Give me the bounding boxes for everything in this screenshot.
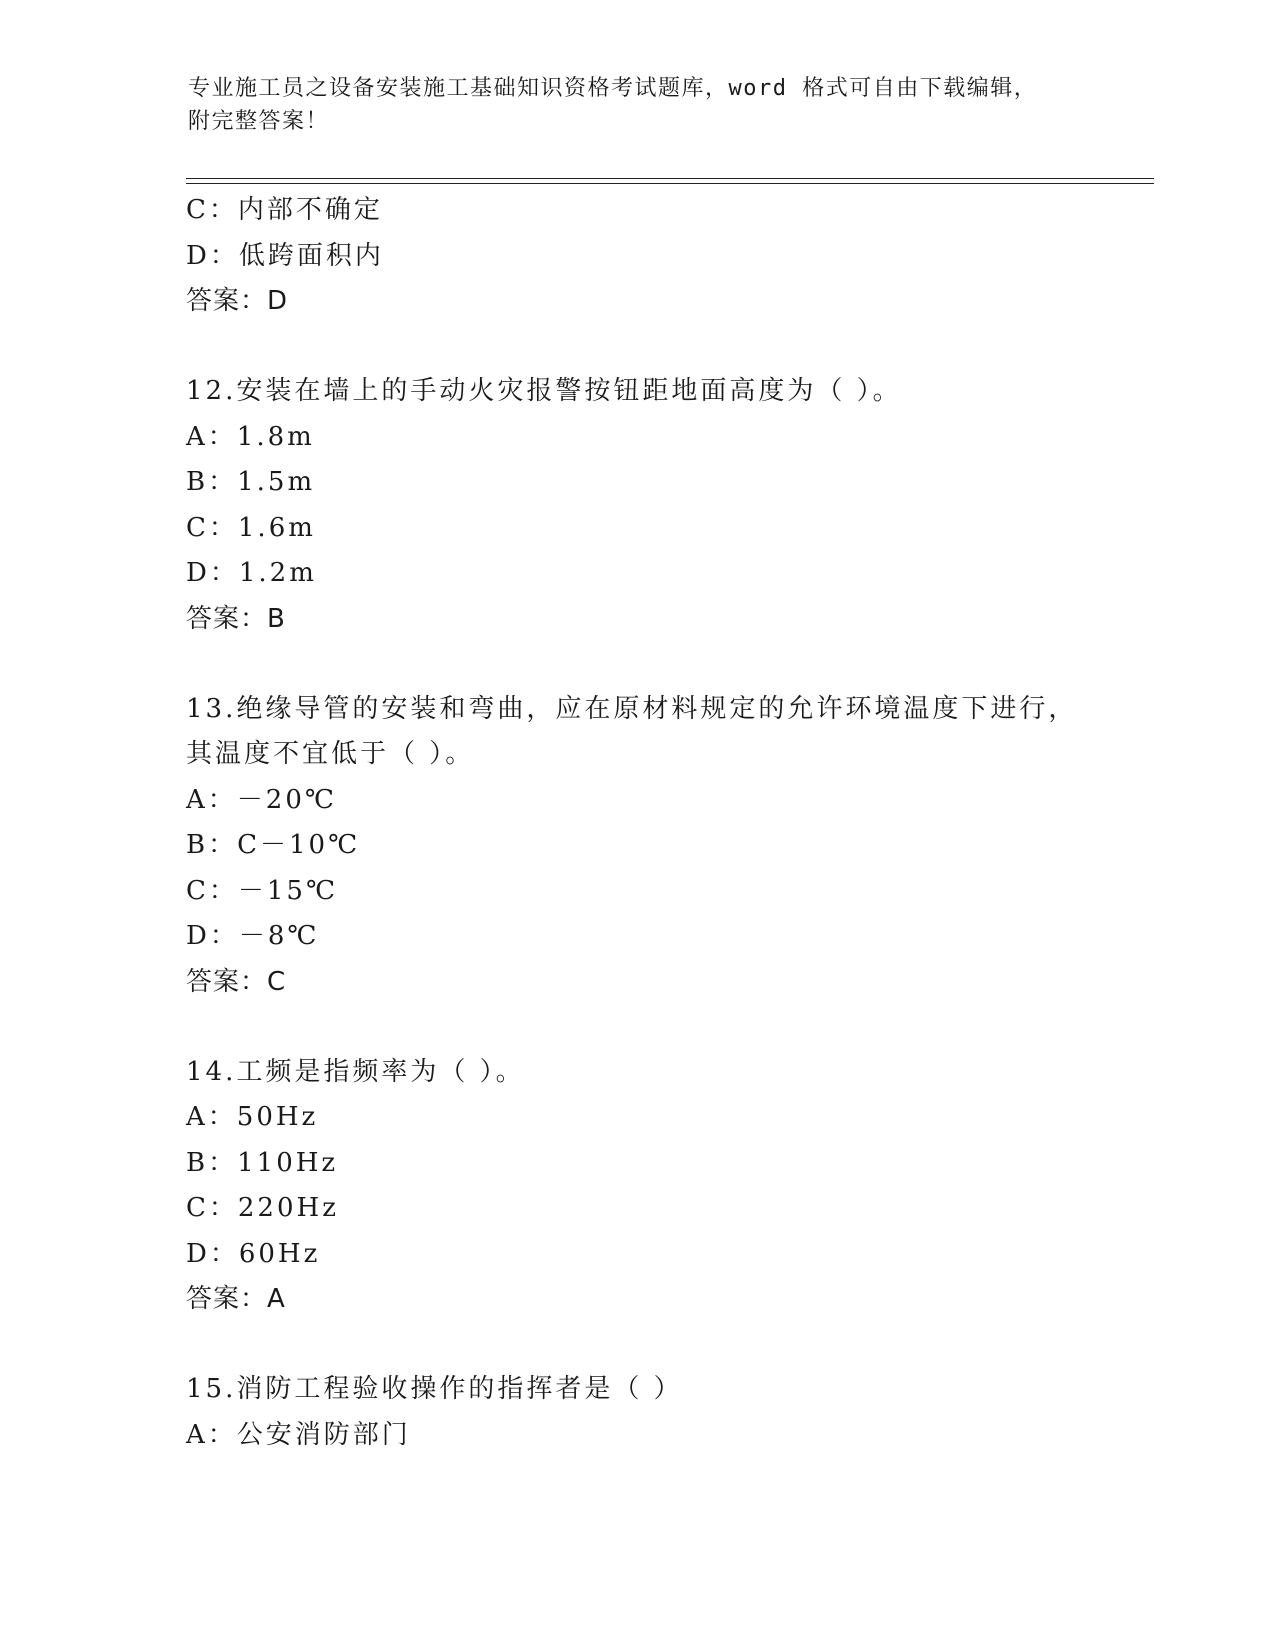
header-divider-top bbox=[186, 178, 1154, 179]
option-c: C：1.6m bbox=[186, 512, 316, 543]
option-d: D：1.2m bbox=[186, 558, 317, 588]
spacer bbox=[186, 642, 1086, 687]
spacer bbox=[186, 1322, 1086, 1367]
option-b: B：1.5m bbox=[186, 467, 316, 497]
answer: 答案：A bbox=[186, 1284, 286, 1314]
option-b: B：110Hz bbox=[186, 1147, 339, 1178]
question-15 bbox=[186, 1367, 1086, 1458]
document-header bbox=[188, 72, 1088, 138]
spacer bbox=[186, 1005, 1086, 1050]
option-a: A：50Hz bbox=[186, 1102, 319, 1132]
question-text-line-2: 其温度不宜低于（ ）。 bbox=[186, 739, 475, 769]
answer: 答案：B bbox=[186, 603, 286, 634]
option-d: D：－8℃ bbox=[186, 921, 320, 951]
question-list bbox=[186, 188, 1086, 1458]
question-text: 15.消防工程验收操作的指挥者是（ ） bbox=[186, 1374, 683, 1404]
header-line-1: 专业施工员之设备安装施工基础知识资格考试题库，word 格式可自由下载编辑， bbox=[188, 76, 1038, 101]
option-d: D：60Hz bbox=[186, 1238, 321, 1269]
option-b: B：C－10℃ bbox=[186, 830, 361, 860]
answer: 答案：C bbox=[186, 966, 287, 997]
question-text: 14.工频是指频率为（ ）。 bbox=[186, 1056, 525, 1087]
option-c: C：内部不确定 bbox=[186, 195, 383, 225]
question-text-line-1: 13.绝缘导管的安装和弯曲，应在原材料规定的允许环境温度下进行， bbox=[186, 693, 1078, 724]
question-13 bbox=[186, 687, 1086, 1005]
option-a: A：1.8m bbox=[186, 421, 315, 452]
question-12 bbox=[186, 369, 1086, 642]
header-line-2: 附完整答案！ bbox=[188, 109, 330, 134]
question-text: 12.安装在墙上的手动火灾报警按钮距地面高度为（ ）。 bbox=[186, 376, 902, 406]
option-c: C：220Hz bbox=[186, 1193, 339, 1223]
spacer bbox=[186, 324, 1086, 369]
header-divider-bottom bbox=[186, 183, 1154, 184]
question-14 bbox=[186, 1050, 1086, 1323]
option-a: A：－20℃ bbox=[186, 784, 337, 815]
option-d: D：低跨面积内 bbox=[186, 240, 384, 271]
question-11 bbox=[186, 188, 1086, 324]
option-a: A：公安消防部门 bbox=[186, 1419, 411, 1450]
answer: 答案：D bbox=[186, 286, 289, 316]
option-c: C：－15℃ bbox=[186, 875, 339, 906]
